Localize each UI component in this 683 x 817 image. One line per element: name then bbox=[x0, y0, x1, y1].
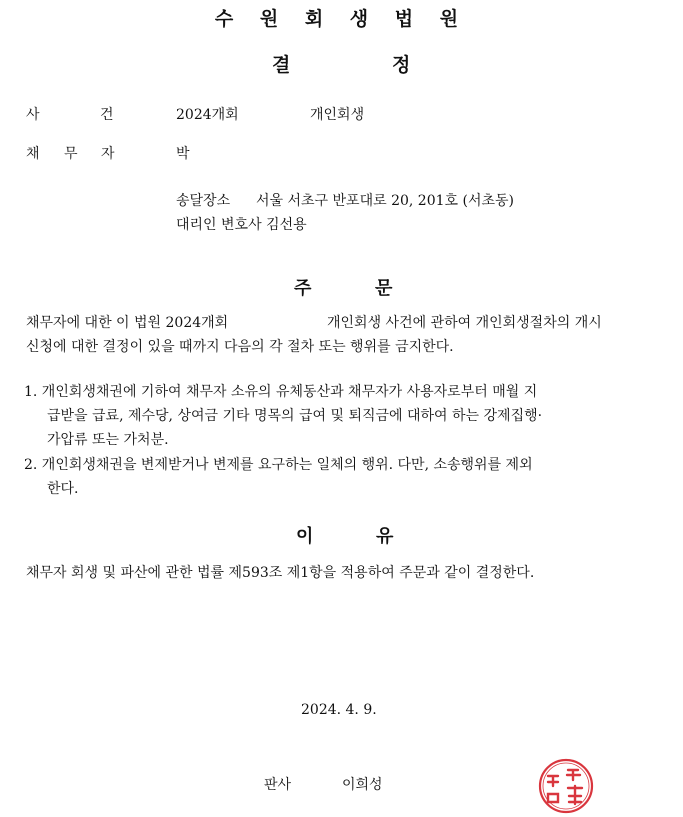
case-name: 개인회생 bbox=[310, 107, 365, 123]
order-heading-right: 문 bbox=[375, 278, 393, 299]
item1-line2: 급받을 급료, 제수당, 상여금 기타 명목의 급여 및 퇴직금에 대하여 하는 강제집행· bbox=[47, 408, 543, 424]
case-number: 2024개회 bbox=[176, 107, 239, 123]
doc-title-left: 결 bbox=[272, 54, 291, 76]
case-label-2: 건 bbox=[100, 107, 114, 123]
reason-text: 채무자 회생 및 파산에 관한 법률 제593조 제1항을 적용하여 주문과 같이 결정한다. bbox=[26, 565, 535, 581]
order-line1-b: 개인회생 사건에 관하여 개인회생절차의 개시 bbox=[327, 315, 602, 331]
service-address: 서울 서초구 반포대로 20, 201호 (서초동) bbox=[256, 193, 514, 209]
court-name: 수 원 회 생 법 원 bbox=[214, 8, 469, 30]
judge-seal-icon bbox=[538, 758, 594, 814]
item1-line1: 1. 개인회생채권에 기하여 채무자 소유의 유체동산과 채무자가 사용자로부터 매월 지 bbox=[24, 384, 538, 400]
item1-line3: 가압류 또는 가처분. bbox=[47, 432, 169, 448]
item2-line1: 2. 개인회생채권을 변제받거나 변제를 요구하는 일체의 행위. 다만, 소송행위를 제외 bbox=[24, 457, 533, 473]
order-line2: 신청에 대한 결정이 있을 때까지 다음의 각 절차 또는 행위를 금지한다. bbox=[26, 339, 454, 355]
reason-heading-left: 이 bbox=[296, 526, 314, 547]
decision-date: 2024. 4. 9. bbox=[301, 702, 377, 718]
debtor-label-1: 채 bbox=[26, 146, 40, 162]
order-line1-a: 채무자에 대한 이 법원 2024개회 bbox=[26, 315, 229, 331]
doc-title-right: 정 bbox=[392, 54, 411, 76]
order-heading-left: 주 bbox=[294, 278, 312, 299]
agent: 대리인 변호사 김선용 bbox=[176, 217, 307, 233]
debtor-label-3: 자 bbox=[101, 146, 115, 162]
debtor-name: 박 bbox=[176, 146, 190, 162]
reason-heading-right: 유 bbox=[376, 526, 394, 547]
case-label-1: 사 bbox=[26, 107, 40, 123]
judge-label: 판사 bbox=[264, 777, 292, 793]
judge-name: 이희성 bbox=[342, 777, 383, 793]
debtor-label-2: 무 bbox=[64, 146, 78, 162]
service-label: 송달장소 bbox=[176, 193, 231, 209]
item2-line2: 한다. bbox=[47, 481, 79, 497]
